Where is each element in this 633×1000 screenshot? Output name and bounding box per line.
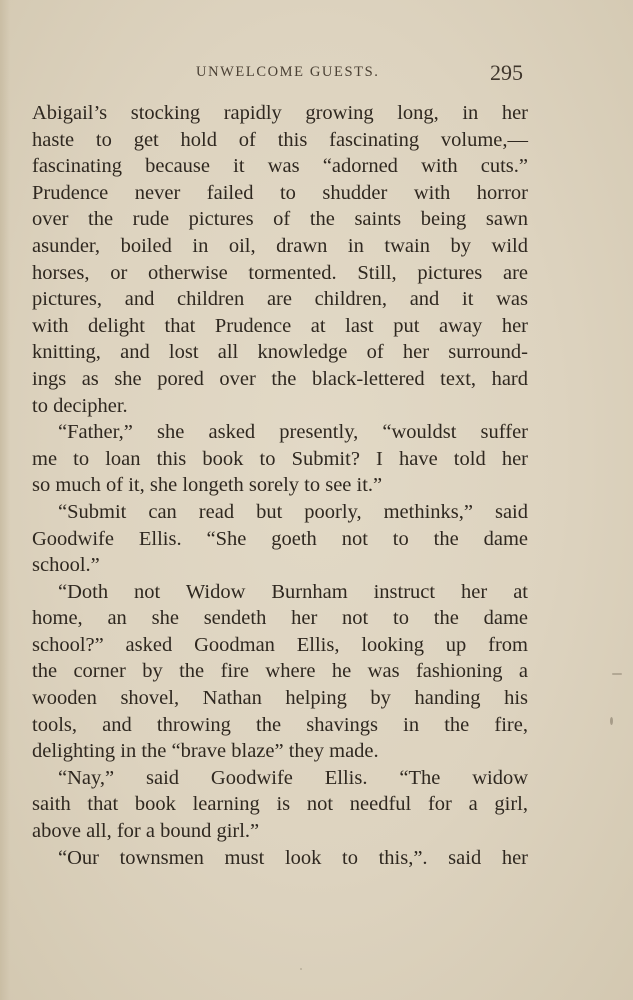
text-line: knitting, and lost all knowledge of her surround- <box>32 341 528 364</box>
text-line: me to loan this book to Submit? I have told her <box>32 447 528 470</box>
text-line: Goodwife Ellis. “She goeth not to the dame <box>32 527 528 550</box>
page-header <box>0 58 633 88</box>
body-text <box>32 100 528 871</box>
text-line: to decipher. <box>32 394 128 417</box>
text-line: so much of it, she longeth sorely to see it.” <box>32 474 383 497</box>
text-line: above all, for a bound girl.” <box>32 820 260 843</box>
text-line: the corner by the fire where he was fashioning a <box>32 660 528 683</box>
paper-speck <box>300 968 302 970</box>
text-line: haste to get hold of this fascinating volume,— <box>32 128 528 151</box>
text-line: asunder, boiled in oil, drawn in twain by wild <box>32 234 528 257</box>
text-line: school?” asked Goodman Ellis, looking up from <box>32 633 528 656</box>
text-line: “Doth not Widow Burnham instruct her at <box>58 580 528 603</box>
page-number: 295 <box>490 60 523 85</box>
text-line: tools, and throwing the shavings in the fire, <box>32 713 528 736</box>
text-line: Abigail’s stocking rapidly growing long, in her <box>32 102 528 124</box>
page-gutter-shadow <box>0 0 10 1000</box>
text-line: delighting in the “brave blaze” they made. <box>32 740 379 763</box>
running-title: UNWELCOME GUESTS. <box>196 64 380 80</box>
text-line: ings as she pored over the black-lettered text, hard <box>32 367 528 390</box>
paper-speck <box>612 673 622 675</box>
text-line: pictures, and children are children, and it was <box>32 288 528 311</box>
text-line: “Submit can read but poorly, methinks,” said <box>58 500 528 523</box>
text-line: Prudence never failed to shudder with horror <box>32 181 528 204</box>
text-line: with delight that Prudence at last put away her <box>32 314 528 337</box>
text-line: “Nay,” said Goodwife Ellis. “The widow <box>58 766 528 789</box>
text-line: wooden shovel, Nathan helping by handing his <box>32 687 528 710</box>
text-line: saith that book learning is not needful for a girl, <box>32 793 528 816</box>
text-line: “Our townsmen must look to this,”. said her <box>58 846 528 869</box>
paper-speck <box>610 717 613 725</box>
text-line: “Father,” she asked presently, “wouldst suffer <box>58 421 528 444</box>
text-line: fascinating because it was “adorned with cuts.” <box>32 155 528 178</box>
text-line: horses, or otherwise tormented. Still, pictures are <box>32 261 528 284</box>
text-line: home, an she sendeth her not to the dame <box>32 607 528 630</box>
text-line: over the rude pictures of the saints being sawn <box>32 208 528 231</box>
text-line: school.” <box>32 554 100 577</box>
